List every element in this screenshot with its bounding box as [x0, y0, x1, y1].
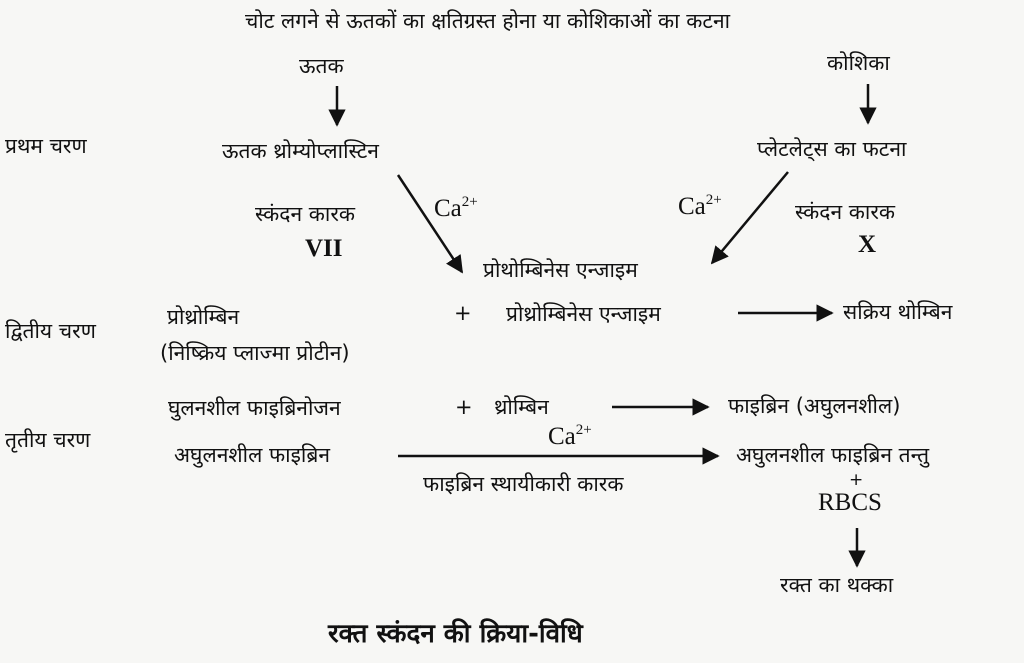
blood-clot: रक्त का थक्का [780, 573, 894, 597]
active-thrombin: सक्रिय थोम्बिन [843, 300, 953, 324]
prothrombin-note: (निष्क्रिय प्लाज्मा प्रोटीन) [160, 341, 350, 365]
prothrombinase-enzyme: प्रोथ्रोम्बिनेस एन्जाइम [506, 302, 661, 326]
calcium-ion-left: $Ca^{2+}$ [434, 194, 478, 222]
left-factor-number: VII [305, 235, 343, 262]
header-text: चोट लगने से ऊतकों का क्षतिग्रस्त होना या कोशिकाओं का कटना [245, 9, 731, 33]
thrombin: थ्रोम्बिन [494, 395, 549, 419]
right-factor-label: स्कंदन कारक [795, 200, 896, 224]
stage2-label: द्वितीय चरण [5, 319, 96, 343]
tissue-label: ऊतक [299, 54, 344, 78]
calcium-ion-stage3: $Ca^{2+}$ [548, 422, 592, 450]
left-factor-label: स्कंदन कारक [255, 202, 356, 226]
arrow-left-diagonal [398, 175, 462, 272]
stage3-label: तृतीय चरण [5, 428, 91, 452]
fibrin-stabilizing-factor: फाइब्रिन स्थायीकारी कारक [423, 472, 624, 496]
tissue-thromboplastin: ऊतक थ्रोम्योप्लास्टिन [222, 139, 379, 163]
calcium-ion-right: $Ca^{2+}$ [678, 192, 722, 220]
prothrombin: प्रोथ्रोम्बिन [167, 305, 240, 329]
platelet-rupture: प्लेटलेट्स का फटना [757, 137, 907, 161]
stage1-label: प्रथम चरण [5, 134, 87, 158]
soluble-fibrinogen: घुलनशील फाइब्रिनोजन [168, 396, 341, 420]
cell-label: कोशिका [827, 51, 890, 75]
fibrin-insoluble: फाइब्रिन (अघुलनशील) [728, 394, 901, 418]
stage3-plus: + [455, 395, 473, 419]
arrow-right-diagonal [712, 172, 788, 263]
right-factor-number: X [858, 231, 877, 258]
insoluble-fibrin: अघुलनशील फाइब्रिन [174, 443, 331, 467]
stage2-plus: + [454, 301, 472, 325]
insoluble-fibrin-threads: अघुलनशील फाइब्रिन तन्तु [736, 443, 930, 467]
diagram-title: रक्त स्कंदन की क्रिया-विधि [328, 619, 583, 649]
rbcs-label: RBCS [818, 489, 882, 516]
prothrombinase-result: प्रोथोम्बिनेस एन्जाइम [483, 258, 638, 282]
rbcs-plus: + [849, 470, 864, 490]
